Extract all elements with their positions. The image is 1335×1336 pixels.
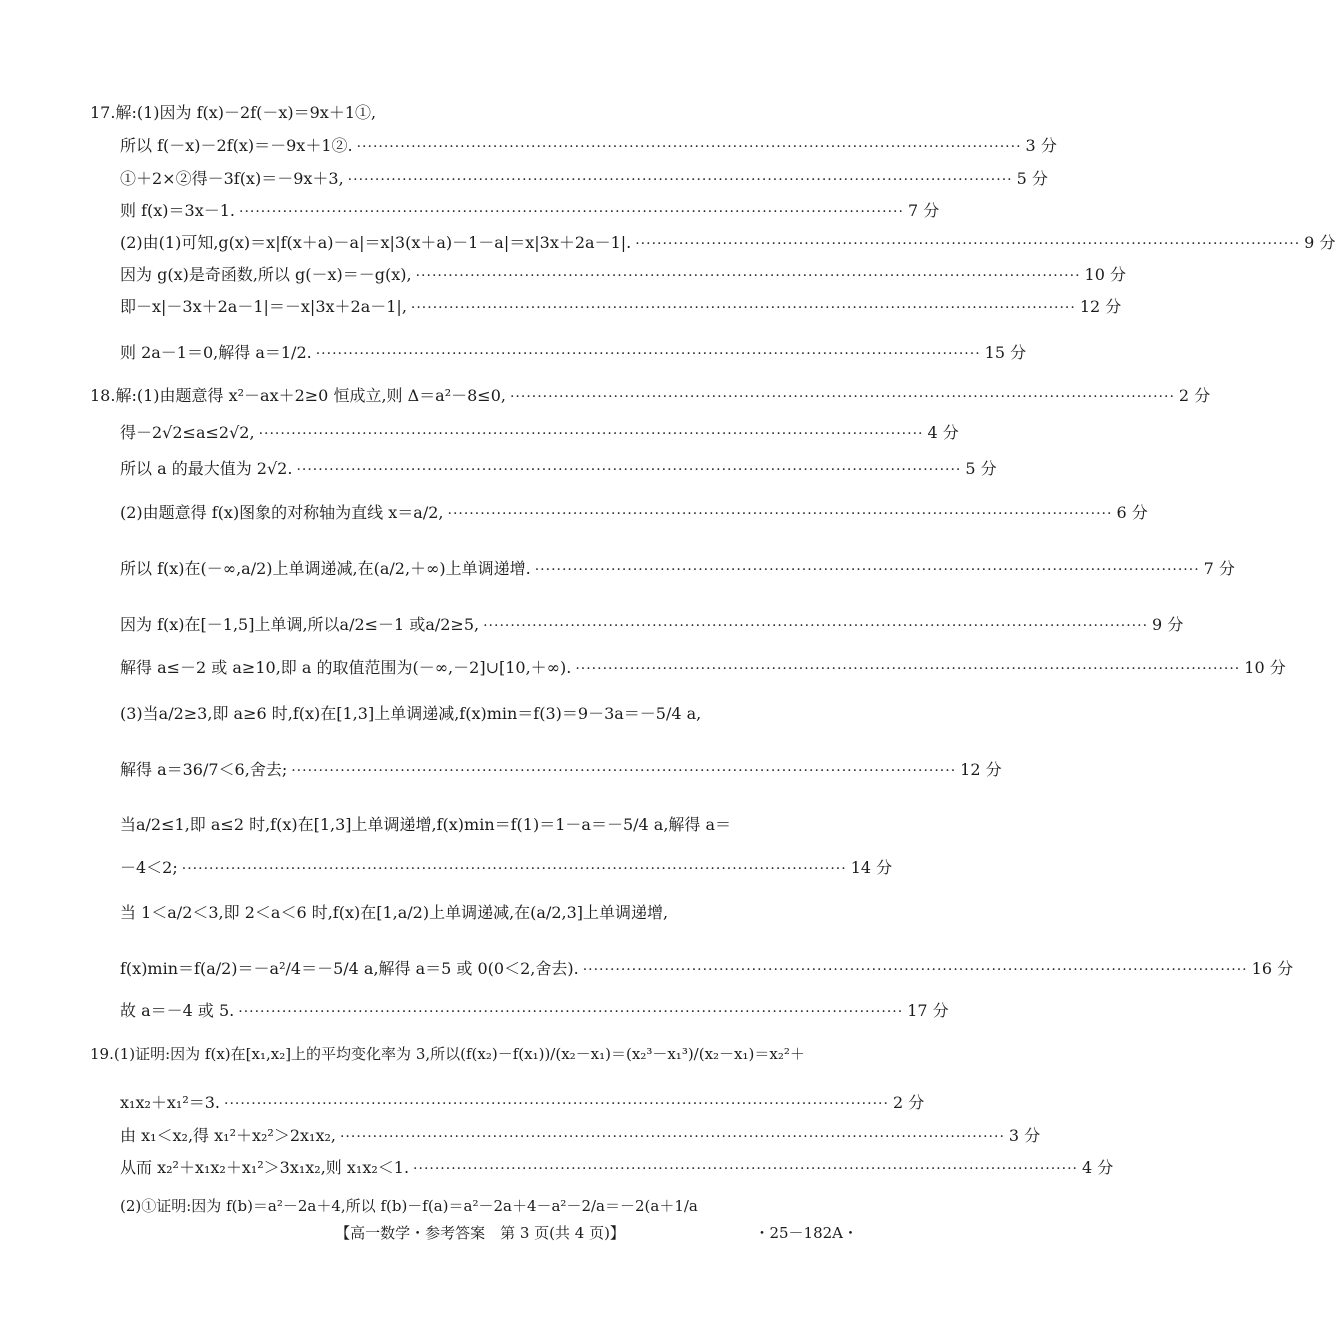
answer-line: [120, 166, 1048, 189]
line-text: 得－2√2≤a≤2√2,: [120, 423, 255, 442]
dot-leader: ··························································································································: [447, 506, 1113, 522]
answer-line: [120, 757, 1002, 780]
dot-leader: ··························································································································: [356, 139, 1022, 155]
score-label: 5 分: [1016, 169, 1048, 188]
dot-leader: ··························································································································: [339, 1129, 1005, 1145]
line-text: 所以 f(x)在(－∞,a/2)上单调递减,在(a/2,＋∞)上单调递增.: [120, 559, 531, 578]
answer-line: [120, 612, 1184, 635]
answer-line: [90, 1043, 860, 1064]
answer-line: [120, 133, 1057, 156]
line-text: 18.解:(1)由题意得 x²－ax＋2≥0 恒成立,则 Δ＝a²－8≤0,: [90, 386, 506, 405]
line-text: 所以 f(－x)－2f(x)＝－9x＋1②.: [120, 136, 353, 155]
answer-line: [120, 230, 1335, 253]
line-text: 当 1＜a/2＜3,即 2＜a＜6 时,f(x)在[1,a/2)上单调递减,在(a/2,3]上单调递增,: [120, 903, 669, 922]
score-label: 7 分: [1203, 559, 1235, 578]
footer-title: 【高一数学・参考答案 第 3 页(共 4 页)】: [335, 1224, 625, 1242]
score-label: 7 分: [907, 201, 940, 220]
line-text: (2)①证明:因为 f(b)＝a²－2a＋4,所以 f(b)－f(a)＝a²－2a＋4－a²－2/a＝－2(a＋1/a: [120, 1197, 698, 1215]
answer-line: [120, 1123, 1041, 1146]
answer-line: [120, 500, 1148, 523]
answer-line: [120, 1090, 925, 1113]
line-text: 解得 a≤－2 或 a≥10,即 a 的取值范围为(－∞,－2]∪[10,＋∞).: [120, 658, 572, 677]
footer-code: ・25－182A・: [754, 1224, 858, 1242]
dot-leader: ··························································································································: [509, 389, 1175, 405]
score-label: 10 分: [1244, 658, 1286, 677]
line-text: 则 f(x)＝3x－1.: [120, 201, 235, 220]
answer-line: [120, 1195, 860, 1216]
answer-line: [120, 198, 940, 221]
score-label: 14 分: [850, 858, 893, 877]
score-label: 5 分: [965, 459, 997, 478]
score-label: 12 分: [960, 760, 1002, 779]
line-text: 当a/2≤1,即 a≤2 时,f(x)在[1,3]上单调递增,f(x)min＝f(1)＝1－a＝－5/4 a,解得 a＝: [120, 815, 732, 834]
score-label: 9 分: [1152, 615, 1184, 634]
dot-leader: ··························································································································: [224, 1096, 889, 1112]
dot-leader: ··························································································································: [635, 236, 1301, 252]
score-label: 3 分: [1008, 1126, 1041, 1145]
score-label: 3 分: [1025, 136, 1057, 155]
score-label: 16 分: [1251, 959, 1294, 978]
dot-leader: ··························································································································: [413, 1161, 1078, 1177]
score-label: 15 分: [984, 343, 1027, 362]
line-text: 即－x|－3x＋2a－1|＝－x|3x＋2a－1|,: [120, 297, 407, 316]
answer-line: [120, 294, 1122, 317]
line-text: (2)由题意得 f(x)图象的对称轴为直线 x＝a/2,: [120, 503, 444, 522]
line-text: 则 2a－1＝0,解得 a＝1/2.: [120, 343, 312, 362]
answer-line: [120, 855, 893, 878]
score-label: 10 分: [1084, 265, 1126, 284]
answer-line: [120, 1155, 1114, 1178]
dot-leader: ··························································································································: [181, 861, 847, 877]
score-label: 4 分: [927, 423, 959, 442]
score-label: 2 分: [1178, 386, 1211, 405]
line-text: x₁x₂＋x₁²＝3.: [120, 1093, 220, 1112]
dot-leader: ··························································································································: [410, 300, 1076, 316]
answer-line: [120, 998, 949, 1021]
dot-leader: ··························································································································: [582, 962, 1248, 978]
answer-line: [120, 812, 860, 835]
answer-line: [120, 340, 1027, 363]
dot-leader: ··························································································································: [575, 661, 1241, 677]
answer-line: [120, 900, 860, 923]
dot-leader: ··························································································································: [415, 268, 1081, 284]
dot-leader: ··························································································································: [534, 562, 1200, 578]
line-text: 因为 f(x)在[－1,5]上单调,所以a/2≤－1 或a/2≥5,: [120, 615, 480, 634]
score-label: 6 分: [1116, 503, 1148, 522]
line-text: －4＜2;: [120, 858, 178, 877]
dot-leader: ··························································································································: [291, 763, 957, 779]
score-label: 12 分: [1079, 297, 1122, 316]
answer-line: [120, 420, 959, 443]
line-text: ①＋2×②得－3f(x)＝－9x＋3,: [120, 169, 344, 188]
answer-line: [90, 100, 860, 123]
answer-line: [120, 655, 1286, 678]
answer-line: [90, 383, 1211, 406]
answer-line: [120, 956, 1294, 979]
line-text: 从而 x₂²＋x₁x₂＋x₁²＞3x₁x₂,则 x₁x₂＜1.: [120, 1158, 410, 1177]
line-text: 因为 g(x)是奇函数,所以 g(－x)＝－g(x),: [120, 265, 412, 284]
line-text: 故 a＝－4 或 5.: [120, 1001, 235, 1020]
line-text: 解得 a＝36/7＜6,舍去;: [120, 760, 288, 779]
score-label: 17 分: [907, 1001, 949, 1020]
score-label: 2 分: [892, 1093, 925, 1112]
dot-leader: ··························································································································: [483, 618, 1149, 634]
answer-line: [120, 556, 1235, 579]
line-text: f(x)min＝f(a/2)＝－a²/4＝－5/4 a,解得 a＝5 或 0(0＜2,舍去).: [120, 959, 579, 978]
dot-leader: ··························································································································: [239, 204, 904, 220]
dot-leader: ··························································································································: [296, 462, 962, 478]
answer-line: [120, 701, 860, 724]
answer-line: [120, 262, 1126, 285]
line-text: 19.(1)证明:因为 f(x)在[x₁,x₂]上的平均变化率为 3,所以(f(x₂)－f(x₁))/(x₂－x₁)＝(x₂³－x₁³)/(x₂－x₁)＝x₂²＋: [90, 1045, 805, 1063]
score-label: 4 分: [1081, 1158, 1114, 1177]
line-text: (3)当a/2≥3,即 a≥6 时,f(x)在[1,3]上单调递减,f(x)min＝f(3)＝9－3a＝－5/4 a,: [120, 704, 702, 723]
dot-leader: ··························································································································: [315, 346, 981, 362]
dot-leader: ··························································································································: [258, 426, 924, 442]
line-text: 所以 a 的最大值为 2√2.: [120, 459, 293, 478]
answer-line: [120, 456, 997, 479]
line-text: 由 x₁＜x₂,得 x₁²＋x₂²＞2x₁x₂,: [120, 1126, 336, 1145]
dot-leader: ··························································································································: [238, 1004, 904, 1020]
line-text: 17.解:(1)因为 f(x)－2f(－x)＝9x＋1①,: [90, 103, 377, 122]
score-label: 9 分: [1304, 233, 1335, 252]
line-text: (2)由(1)可知,g(x)＝x|f(x＋a)－a|＝x|3(x＋a)－1－a|＝x|3x＋2a－1|.: [120, 233, 632, 252]
dot-leader: ··························································································································: [347, 172, 1013, 188]
